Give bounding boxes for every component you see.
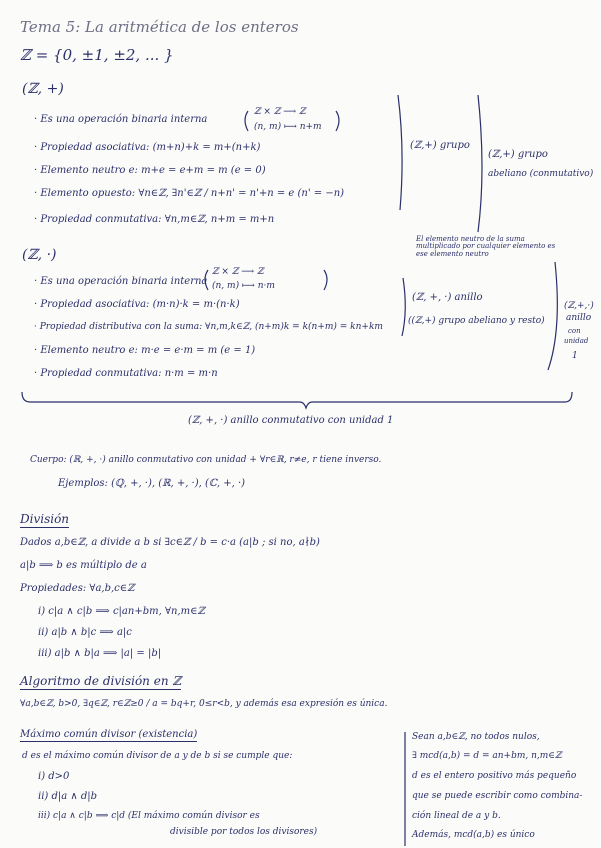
unit-ring-3: con	[568, 327, 581, 335]
sum-opposite: · Elemento opuesto: ∀n∈ℤ, ∃n'∈ℤ / n+n' = n'+n = e (n' = −n)	[34, 188, 345, 199]
sum-abelian-1: (ℤ,+) grupo	[488, 149, 548, 160]
mcd-right-5: ción lineal de a y b.	[412, 811, 501, 821]
division-prop-3: iii) a|b ∧ b|a ⟹ |a| = |b|	[38, 648, 162, 659]
commutative-ring: (ℤ, +, ·) anillo conmutativo con unidad 1	[188, 415, 394, 426]
unit-ring-5: 1	[572, 351, 578, 361]
mcd-right-3: d es el entero positivo más pequeño	[412, 771, 577, 781]
prod-commut: · Propiedad conmutativa: n·m = m·n	[34, 368, 218, 379]
sum-assoc: · Propiedad asociativa: (m+n)+k = m+(n+k)	[34, 142, 261, 153]
prod-distrib: · Propiedad distributiva con la suma: ∀n,m,k∈ℤ, (n+m)k = k(n+m) = kn+km	[34, 322, 383, 332]
mcd-right-6: Además, mcd(a,b) es único	[412, 830, 535, 840]
mcd-cond-2: ii) d|a ∧ d|b	[38, 791, 98, 802]
mcd-cond-3: iii) c|a ∧ c|b ⟹ c|d (El máximo común divisor es	[38, 811, 260, 821]
sum-group: (ℤ,+) grupo	[410, 140, 470, 151]
mcd-cond-3b: divisible por todos los divisores)	[170, 827, 318, 837]
division-props-title: Propiedades: ∀a,b,c∈ℤ	[20, 583, 135, 594]
division-multiple: a|b ⟹ b es múltiplo de a	[20, 560, 147, 571]
field-examples: Ejemplos: (ℚ, +, ·), (ℝ, +, ·), (ℂ, +, ·)	[58, 478, 246, 489]
sum-abelian-2: abeliano (conmutativo)	[488, 169, 594, 179]
prod-mapping-2: (n, m) ⟼ n·m	[212, 281, 275, 291]
sum-operation: · Es una operación binaria interna	[34, 114, 208, 125]
division-prop-2: ii) a|b ∧ b|c ⟹ a|c	[38, 627, 132, 638]
prod-header: (ℤ, ·)	[22, 247, 57, 263]
field-def: Cuerpo: (ℝ, +, ·) anillo conmutativo con unidad + ∀r∈ℝ, r≠e, r tiene inverso.	[30, 455, 382, 465]
mcd-right-4: que se puede escribir como combina-	[412, 791, 583, 801]
prod-assoc: · Propiedad asociativa: (m·n)·k = m·(n·k)	[34, 299, 240, 310]
unit-ring-4: unidad	[564, 337, 589, 345]
prod-note: El elemento neutro de la suma multiplicado por cualquier elemento es ese elemento neutro	[416, 235, 556, 258]
prod-operation: · Es una operación binaria interna	[34, 276, 208, 287]
prod-ring-cond: ((ℤ,+) grupo abeliano y resto)	[408, 316, 545, 326]
brace-sum-group	[398, 95, 402, 210]
algorithm-title: Algoritmo de división en ℤ	[20, 674, 182, 688]
paren-right-prod	[324, 270, 327, 290]
mcd-cond-1: i) d>0	[38, 771, 70, 782]
mcd-right-1: Sean a,b∈ℤ, no todos nulos,	[412, 732, 540, 742]
mcd-right-2: ∃ mcd(a,b) = d = an+bm, n,m∈ℤ	[412, 751, 562, 761]
prod-mapping-1: ℤ × ℤ ⟶ ℤ	[212, 267, 264, 277]
mcd-def: d es el máximo común divisor de a y de b si se cumple que:	[22, 751, 293, 761]
sum-mapping-2: (n, m) ⟼ n+m	[254, 122, 322, 132]
algorithm-statement: ∀a,b∈ℤ, b>0, ∃q∈ℤ, r∈ℤ≥0 / a = bq+r, 0≤r<b, y además esa expresión es única.	[20, 699, 388, 709]
brace-prod-ring	[402, 278, 405, 336]
sum-neutral: · Elemento neutro e: m+e = e+m = m (e = 0)	[34, 165, 266, 176]
division-title: División	[20, 512, 70, 526]
sum-mapping-1: ℤ × ℤ ⟶ ℤ	[254, 107, 306, 117]
prod-ring: (ℤ, +, ·) anillo	[412, 292, 483, 303]
division-def: Dados a,b∈ℤ, a divide a b si ∃c∈ℤ / b = c·a (a|b ; si no, a∤b)	[20, 537, 320, 548]
unit-ring-2: anillo	[566, 313, 592, 323]
paren-left-sum	[245, 111, 248, 131]
division-prop-1: i) c|a ∧ c|b ⟹ c|an+bm, ∀n,m∈ℤ	[38, 606, 205, 617]
sum-commut: · Propiedad conmutativa: ∀n,m∈ℤ, n+m = m+n	[34, 214, 275, 225]
z-set: ℤ = {0, ±1, ±2, ... }	[20, 46, 174, 64]
page-title: Tema 5: La aritmética de los enteros	[20, 18, 299, 36]
mcd-title: Máximo común divisor (existencia)	[20, 729, 198, 740]
sum-header: (ℤ, +)	[22, 81, 64, 97]
prod-neutral: · Elemento neutro e: m·e = e·m = m (e = 1)	[34, 345, 256, 356]
brace-sum-abelian	[478, 95, 482, 232]
brace-prod-commut	[548, 262, 557, 370]
brace-bottom	[22, 392, 572, 408]
unit-ring-1: (ℤ,+,·)	[564, 301, 594, 311]
paren-right-sum	[336, 111, 339, 131]
